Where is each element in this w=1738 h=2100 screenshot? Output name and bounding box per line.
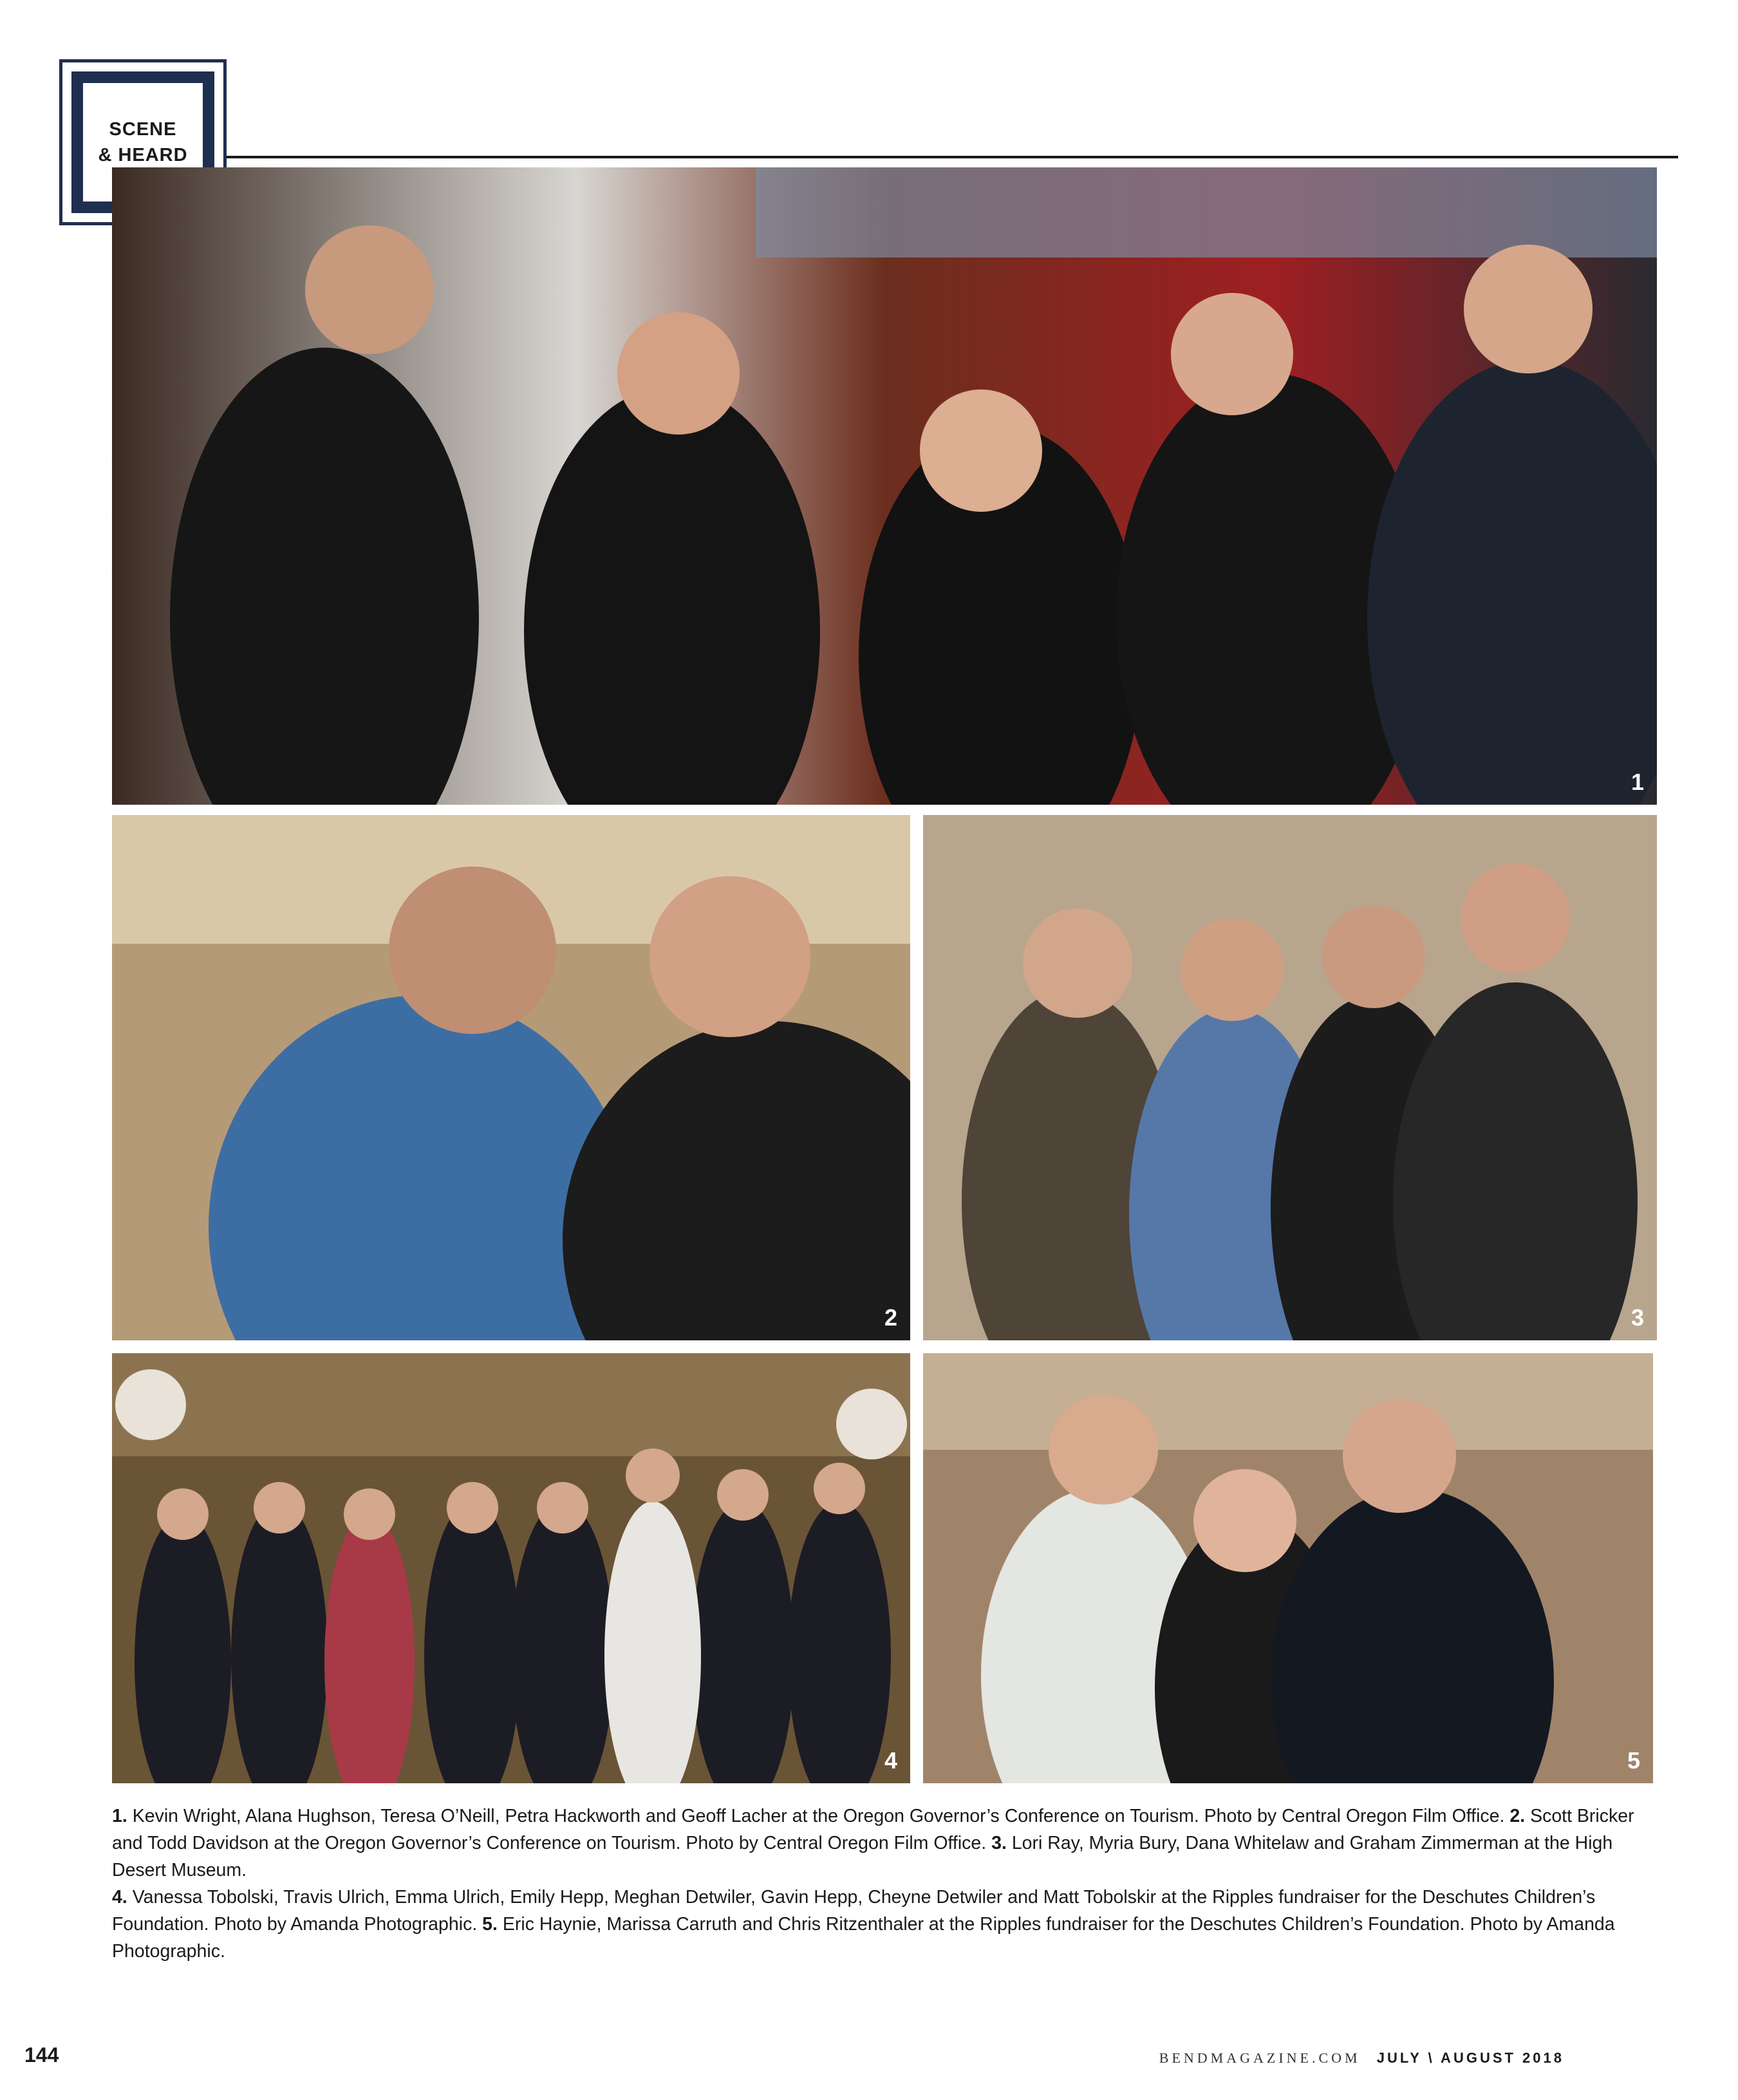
header-rule bbox=[227, 156, 1678, 158]
section-title-line2: & HEARD bbox=[98, 145, 188, 165]
caption-5-text: Eric Haynie, Marissa Carruth and Chris Ritzenthaler at the Ripples fundraiser for the Deschutes Children’s Foundation. Photo by Amanda Photographic. bbox=[112, 1914, 1615, 1962]
footer-issue: JULY \ AUGUST 2018 bbox=[1376, 2050, 1564, 2066]
caption-4-text: Vanessa Tobolski, Travis Ulrich, Emma Ulrich, Emily Hepp, Meghan Detwiler, Gavin Hepp, Cheyne Detwiler and Matt Tobolskir at the Ripples fundraiser for the Deschutes Children’s Foundation. Photo by Amanda Photographic. bbox=[112, 1887, 1596, 1935]
caption-1-number: 1. bbox=[112, 1806, 127, 1826]
running-footer bbox=[1159, 2050, 1564, 2067]
photo-4 bbox=[112, 1353, 910, 1783]
photo-1-number: 1 bbox=[1631, 769, 1644, 795]
photo-caption bbox=[112, 1803, 1670, 1965]
section-title-line1: SCENE bbox=[109, 119, 177, 140]
photo-3-image bbox=[923, 815, 1657, 1340]
caption-5-number: 5. bbox=[482, 1914, 498, 1935]
photo-1-image bbox=[112, 167, 1657, 805]
photo-4-image bbox=[112, 1353, 910, 1783]
photo-5-number: 5 bbox=[1627, 1747, 1640, 1774]
footer-site: BENDMAGAZINE.COM bbox=[1159, 2050, 1361, 2066]
photo-3 bbox=[923, 815, 1657, 1340]
photo-3-number: 3 bbox=[1631, 1304, 1644, 1331]
photo-1 bbox=[112, 167, 1657, 805]
photo-4-number: 4 bbox=[884, 1747, 897, 1774]
photo-2 bbox=[112, 815, 910, 1340]
photo-2-image bbox=[112, 815, 910, 1340]
caption-1-text: Kevin Wright, Alana Hughson, Teresa O’Neill, Petra Hackworth and Geoff Lacher at the Oregon Governor’s Conference on Tourism. Photo by Central Oregon Film Office. bbox=[132, 1806, 1505, 1826]
photo-2-number: 2 bbox=[884, 1304, 897, 1331]
page-number: 144 bbox=[24, 2043, 59, 2067]
caption-3-number: 3. bbox=[991, 1833, 1007, 1853]
caption-2-number: 2. bbox=[1509, 1806, 1526, 1826]
photo-5-image bbox=[923, 1353, 1653, 1783]
caption-3-text: Lori Ray, Myria Bury, Dana Whitelaw and Graham Zimmerman at the High Desert Museum. bbox=[112, 1833, 1613, 1880]
caption-4-number: 4. bbox=[112, 1887, 127, 1908]
photo-5 bbox=[923, 1353, 1653, 1783]
caption-2-text: Scott Bricker and Todd Davidson at the Oregon Governor’s Conference on Tourism. Photo by Central Oregon Film Office. bbox=[112, 1806, 1634, 1853]
